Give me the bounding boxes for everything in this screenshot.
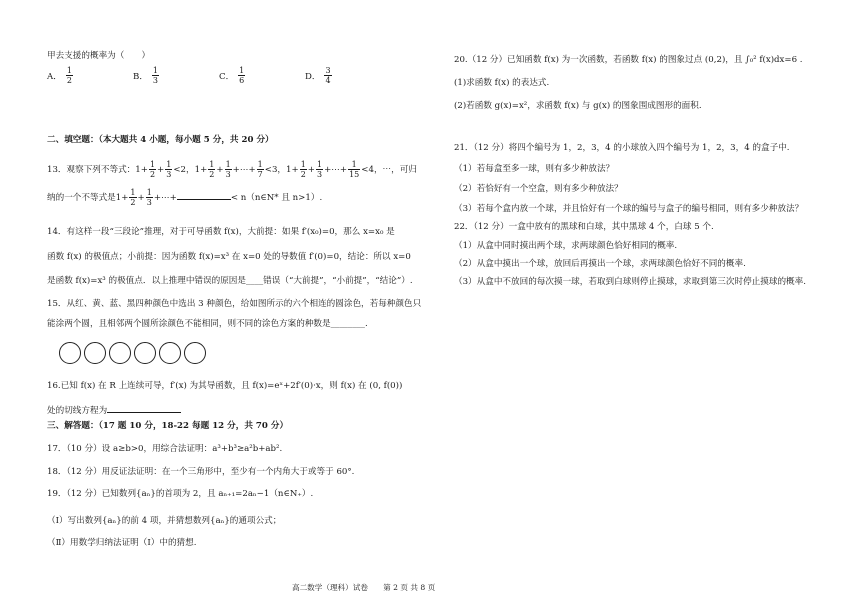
q13-frac-1-2c: $\frac{1}{2}$: [300, 160, 306, 179]
q14-line2: 函数 f(x) 的极值点；小前提：因为函数 f(x)=x³ 在 x=0 处的导数值 f′(0)=0，结论：所以 x=0: [47, 252, 411, 262]
q13-line2-c: < n（n∈N* 且 n>1）.: [230, 193, 323, 203]
q12-tail: 甲去支援的概率为（ ）: [47, 51, 151, 61]
q21-part3: （3）若每个盒内放一个球，并且恰好有一个球的编号与盒子的编号相同，则有多少种放法？: [454, 204, 804, 214]
q20-part2: (2)若函数 g(x)=x²，求函数 f(x) 与 g(x) 的图象围成图形的面积.: [454, 101, 702, 111]
q18-text: 18．（12 分）用反证法证明：在一个三角形中，至少有一个内角大于或等于 60°.: [47, 467, 355, 477]
option-a-den: 2: [66, 76, 72, 85]
q21-part1: （1）若每盒至多一球，则有多少种放法？: [454, 164, 615, 174]
option-d-letter: D．: [305, 71, 321, 82]
q13-l2-frac-1-3: $\frac{1}{3}$: [146, 188, 152, 207]
option-b: [133, 66, 160, 85]
q16-line2-text: 处的切线方程为: [47, 406, 108, 416]
q13-frac-1-3: $\frac{1}{3}$: [166, 160, 172, 179]
circle-1: [59, 342, 81, 364]
q13-frac-1-15: $\frac{1}{15}$: [349, 160, 360, 179]
q13-frac-1-7: $\frac{1}{7}$: [257, 160, 263, 179]
q19-text: 19．（12 分）已知数列{aₙ}的首项为 2，且 aₙ₊₁=2aₙ−1（n∈N₊）.: [47, 489, 314, 499]
option-c-num: 1: [239, 66, 245, 75]
circle-3: [109, 342, 131, 364]
option-a: [47, 66, 74, 85]
q13-text-c: +⋯+: [232, 165, 256, 175]
section-answer-heading: 三、解答题：（17 题 10 分，18-22 每题 12 分，共 70 分）: [47, 421, 289, 431]
q13-line2: 纳的一个不等式是1+ $\frac{1}{2}$ + $\frac{1}{3}$ +⋯+ < n（n∈N* 且 n>1）.: [47, 188, 323, 207]
q14-line1: 14．有这样一段“三段论”推理，对于可导函数 f(x)，大前提：如果 f′(x₀)=0，那么 x=x₀ 是: [47, 227, 395, 237]
option-d-num: 3: [325, 66, 331, 75]
option-a-num: 1: [66, 66, 72, 75]
circle-4: [134, 342, 156, 364]
q13-frac-1-2b: $\frac{1}{2}$: [209, 160, 215, 179]
q13-frac-1-3b: $\frac{1}{3}$: [225, 160, 231, 179]
q13-l2-frac-1-2: $\frac{1}{2}$: [130, 188, 136, 207]
circle-6: [184, 342, 206, 364]
q16-answer-blank[interactable]: [107, 404, 181, 413]
option-c-den: 6: [239, 76, 245, 85]
option-c-letter: C．: [219, 71, 235, 82]
option-d-den: 4: [325, 76, 331, 85]
option-a-letter: A．: [47, 71, 62, 82]
q13-text-d: <3，1+: [264, 165, 299, 175]
q13-text-a: 13．观察下列不等式：1+: [47, 165, 148, 175]
q22-part1: （1）从盒中同时摸出两个球，求两球颜色恰好相同的概率.: [454, 241, 678, 251]
q16-line1: 16.已知 f(x) 在 R 上连续可导，f′(x) 为其导函数，且 f(x)=eˣ+2f′(0)·x，则 f(x) 在 (0, f(0)): [47, 381, 403, 391]
q22-text: 22．（12 分）一盒中放有的黑球和白球，其中黑球 4 个，白球 5 个.: [454, 222, 714, 232]
section-fill-in-heading: 二、填空题：（本大题共 4 小题，每小题 5 分，共 20 分）: [47, 135, 274, 145]
circle-5: [159, 342, 181, 364]
q20-text: 20.（12 分）已知函数 f(x) 为一次函数，若函数 f(x) 的图象过点 (0,2)，且 ∫₀² f(x)dx=6 .: [454, 55, 803, 65]
q13-line1: 13．观察下列不等式：1+ $\frac{1}{2}$ + $\frac{1}{3}$ <2，1+ $\frac{1}{2}$ + $\frac{1}{3}$ +⋯+ $\frac{1}{7}$ <3，1+ $\frac{1}{2}$ + $\frac{1}{3}$ +⋯+ $\frac{1}{15}$ <4，⋯，可归: [47, 160, 417, 179]
option-a-fraction: [66, 66, 73, 85]
option-b-fraction: [152, 66, 159, 85]
q13-text-b: <2，1+: [173, 165, 208, 175]
q17-text: 17．（10 分）设 a≥b>0，用综合法证明：a³+b³≥a²b+ab².: [47, 444, 283, 454]
q19-part1: （Ⅰ）写出数列{aₙ}的前 4 项，并猜想数列{aₙ}的通项公式；: [47, 516, 282, 526]
q13-answer-blank[interactable]: [177, 191, 231, 200]
q13-line2-a: 纳的一个不等式是1+: [47, 193, 129, 203]
option-b-num: 1: [152, 66, 159, 75]
circle-2: [84, 342, 106, 364]
q19-part2: （Ⅱ）用数学归纳法证明（Ⅰ）中的猜想.: [47, 538, 197, 548]
option-c-fraction: [238, 66, 245, 85]
option-b-den: 3: [152, 76, 159, 85]
q14-line3: 是函数 f(x)=x³ 的极值点．以上推理中错误的原因是____错误（“大前提”，“小前提”，“结论”）.: [47, 276, 413, 286]
option-d: [305, 66, 333, 85]
option-c: [219, 66, 246, 85]
q15-line2: 能涂两个圆，且相邻两个圆所涂颜色不能相同，则不同的涂色方案的种数是________.: [47, 319, 368, 329]
q16-line2: [47, 404, 181, 417]
q22-part3: （3）从盒中不放回的每次摸一球，若取到白球则停止摸球，求取到第三次时停止摸球的概率.: [454, 277, 806, 287]
q21-text: 21．（12 分）将四个编号为 1，2，3，4 的小球放入四个编号为 1，2，3，4 的盒子中.: [454, 143, 790, 153]
q13-frac-1-2: $\frac{1}{2}$: [149, 160, 156, 179]
option-b-letter: B．: [133, 71, 148, 82]
q22-part2: （2）从盒中摸出一个球，放回后再摸出一个球，求两球颜色恰好不同的概率.: [454, 259, 746, 269]
q15-line1: 15．从红、黄、蓝、黑四种颜色中选出 3 种颜色，给如图所示的六个相连的圆涂色，若每种颜色只: [47, 299, 422, 309]
q13-line2-b: +⋯+: [153, 193, 177, 203]
q13-text-e: <4，⋯，可归: [361, 165, 417, 175]
six-circles-figure: [59, 342, 206, 364]
option-d-fraction: [324, 66, 331, 85]
q13-frac-1-3c: $\frac{1}{3}$: [317, 160, 323, 179]
q21-part2: （2）若恰好有一个空盒，则有多少种放法？: [454, 184, 623, 194]
q20-part1: (1)求函数 f(x) 的表达式.: [454, 78, 550, 88]
page-footer: 高二数学（理科）试卷 第 2 页 共 8 页: [292, 583, 436, 592]
